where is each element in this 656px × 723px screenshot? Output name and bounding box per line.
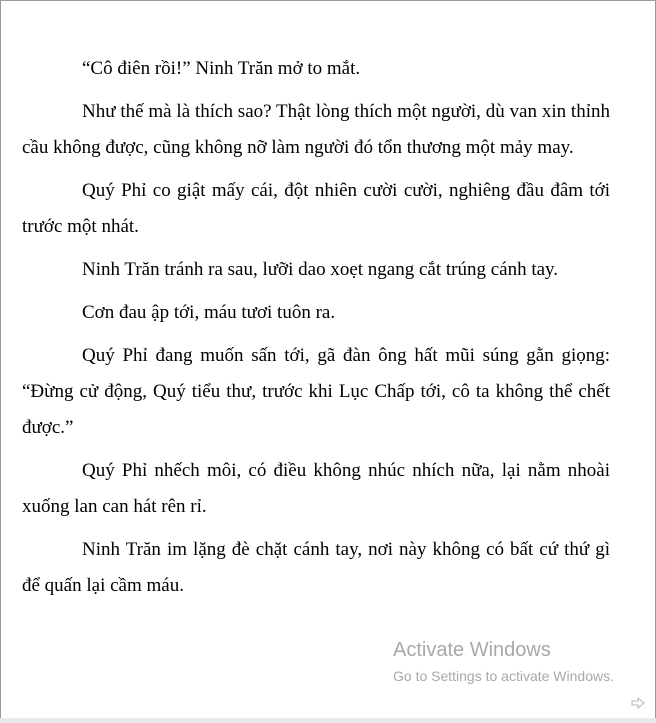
paragraph-1: “Cô điên rồi!” Ninh Trăn mở to mắt. — [82, 58, 361, 79]
paragraph-2: Như thế mà là thích sao? Thật lòng thích một người, dù van xin thỉnh cầu không được, cũng không nỡ làm người đó tổn thương một mảy may. — [22, 101, 610, 158]
watermark-subtitle: Go to Settings to activate Windows. — [393, 668, 614, 684]
activation-watermark — [393, 637, 614, 686]
paragraph-7: Quý Phỉ nhếch môi, có điều không nhúc nhích nữa, lại nằm nhoài xuống lan can hát rên rỉ. — [22, 460, 610, 517]
watermark-title: Activate Windows — [393, 639, 551, 661]
paragraph-6: Quý Phỉ đang muốn sấn tới, gã đàn ông hất mũi súng gằn giọng: “Đừng cử động, Quý tiểu thư, trước khi Lục Chấp tới, cô ta không thể chết được.” — [22, 345, 610, 438]
document-page — [22, 51, 610, 611]
window-bottom-edge — [0, 718, 656, 723]
paragraph-3: Quý Phỉ co giật mấy cái, đột nhiên cười cười, nghiêng đầu đâm tới trước một nhát. — [22, 180, 610, 237]
next-page-arrow-icon[interactable] — [631, 697, 645, 709]
arrow-glyph-icon — [631, 697, 645, 709]
paragraph-4: Ninh Trăn tránh ra sau, lưỡi dao xoẹt ngang cắt trúng cánh tay. — [82, 259, 559, 280]
paragraph-8: Ninh Trăn im lặng đè chặt cánh tay, nơi này không có bất cứ thứ gì để quấn lại cầm máu. — [22, 539, 610, 596]
paragraph-5: Cơn đau ập tới, máu tươi tuôn ra. — [82, 302, 336, 323]
